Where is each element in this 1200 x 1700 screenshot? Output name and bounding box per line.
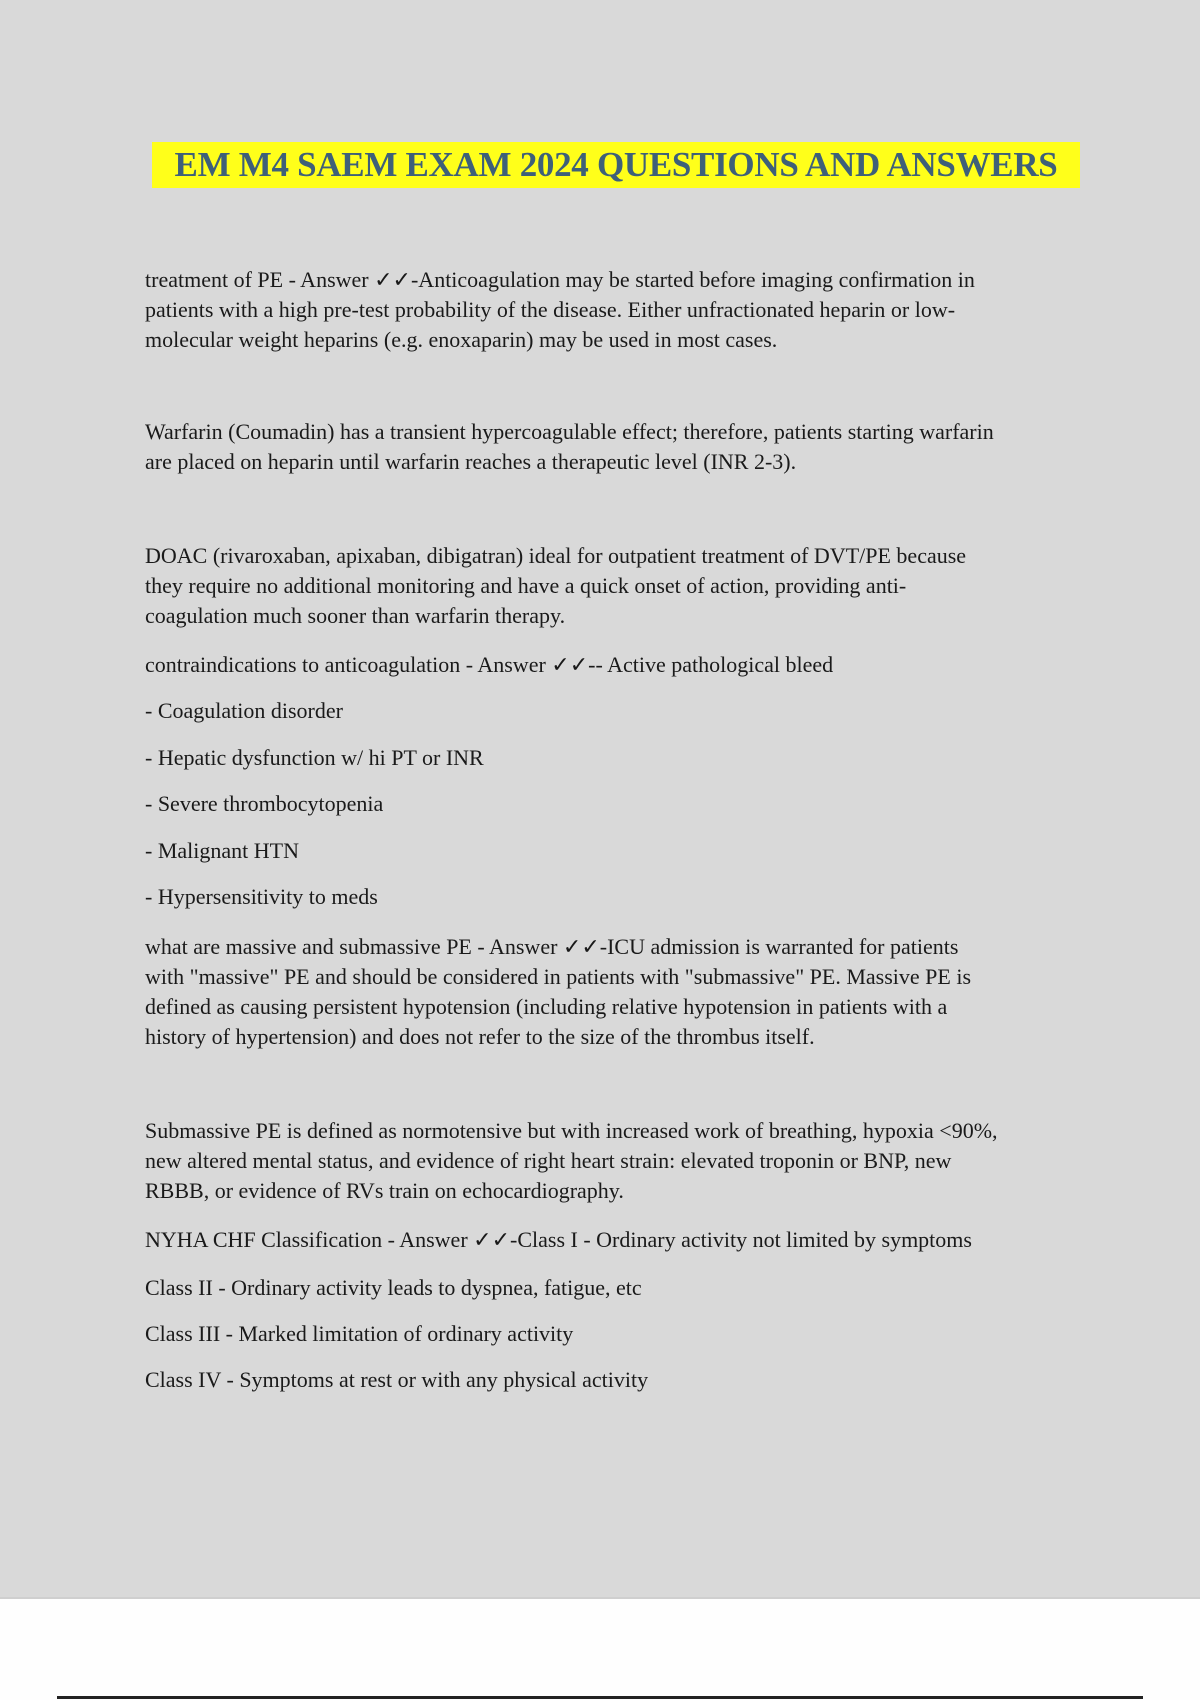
text-line: - Hypersensitivity to meds [145, 884, 378, 909]
paragraph [145, 1116, 998, 1206]
paragraph [145, 1225, 972, 1255]
text-line: they require no additional monitoring and have a quick onset of action, providing anti- [145, 573, 907, 598]
text-line: DOAC (rivaroxaban, apixaban, dibigatran) ideal for outpatient treatment of DVT/PE because [145, 543, 967, 568]
paragraph [145, 932, 971, 1052]
text-line: patients with a high pre-test probability of the disease. Either unfractionated heparin or low- [145, 297, 956, 322]
text-line: what are massive and submassive PE - Answer ✓✓-ICU admission is warranted for patients [145, 934, 959, 959]
text-line: - Malignant HTN [145, 838, 299, 863]
text-line: molecular weight heparins (e.g. enoxaparin) may be used in most cases. [145, 327, 778, 352]
text-line: defined as causing persistent hypotension (including relative hypotension in patients with a [145, 994, 948, 1019]
paragraph [145, 743, 484, 773]
paragraph [145, 417, 994, 477]
text-line: history of hypertension) and does not refer to the size of the thrombus itself. [145, 1024, 815, 1049]
text-line: treatment of PE - Answer ✓✓-Anticoagulation may be started before imaging confirmation in [145, 267, 975, 292]
title-highlight [152, 142, 1080, 188]
text-line: Warfarin (Coumadin) has a transient hypercoagulable effect; therefore, patients starting warfarin [145, 419, 994, 444]
text-line: Class IV - Symptoms at rest or with any physical activity [145, 1367, 649, 1392]
paragraph [145, 265, 975, 355]
text-line: with "massive" PE and should be considered in patients with "submassive" PE. Massive PE is [145, 964, 972, 989]
paragraph [145, 882, 378, 912]
document-title: EM M4 SAEM EXAM 2024 QUESTIONS AND ANSWERS [174, 145, 1058, 184]
paragraph [145, 1273, 642, 1303]
paragraph [145, 541, 966, 631]
text-line: - Severe thrombocytopenia [145, 791, 384, 816]
text-line: Class II - Ordinary activity leads to dyspnea, fatigue, etc [145, 1275, 642, 1300]
paragraph [145, 1365, 648, 1395]
paragraph [145, 789, 383, 819]
text-line: RBBB, or evidence of RVs train on echocardiography. [145, 1178, 624, 1203]
paragraph [145, 1319, 573, 1349]
text-line: contraindications to anticoagulation - Answer ✓✓-- Active pathological bleed [145, 652, 834, 677]
text-line: new altered mental status, and evidence of right heart strain: elevated troponin or BNP, new [145, 1148, 952, 1173]
text-line: are placed on heparin until warfarin reaches a therapeutic level (INR 2-3). [145, 449, 797, 474]
paragraph [145, 650, 833, 680]
text-line: NYHA CHF Classification - Answer ✓✓-Class I - Ordinary activity not limited by symptoms [145, 1227, 972, 1252]
text-line: - Hepatic dysfunction w/ hi PT or INR [145, 745, 484, 770]
text-line: coagulation much sooner than warfarin therapy. [145, 603, 566, 628]
paragraph [145, 836, 299, 866]
footer-rule [57, 1696, 1143, 1699]
text-line: Submassive PE is defined as normotensive but with increased work of breathing, hypoxia <90%, [145, 1118, 998, 1143]
text-line: - Coagulation disorder [145, 698, 343, 723]
paragraph [145, 696, 343, 726]
text-line: Class III - Marked limitation of ordinary activity [145, 1321, 574, 1346]
